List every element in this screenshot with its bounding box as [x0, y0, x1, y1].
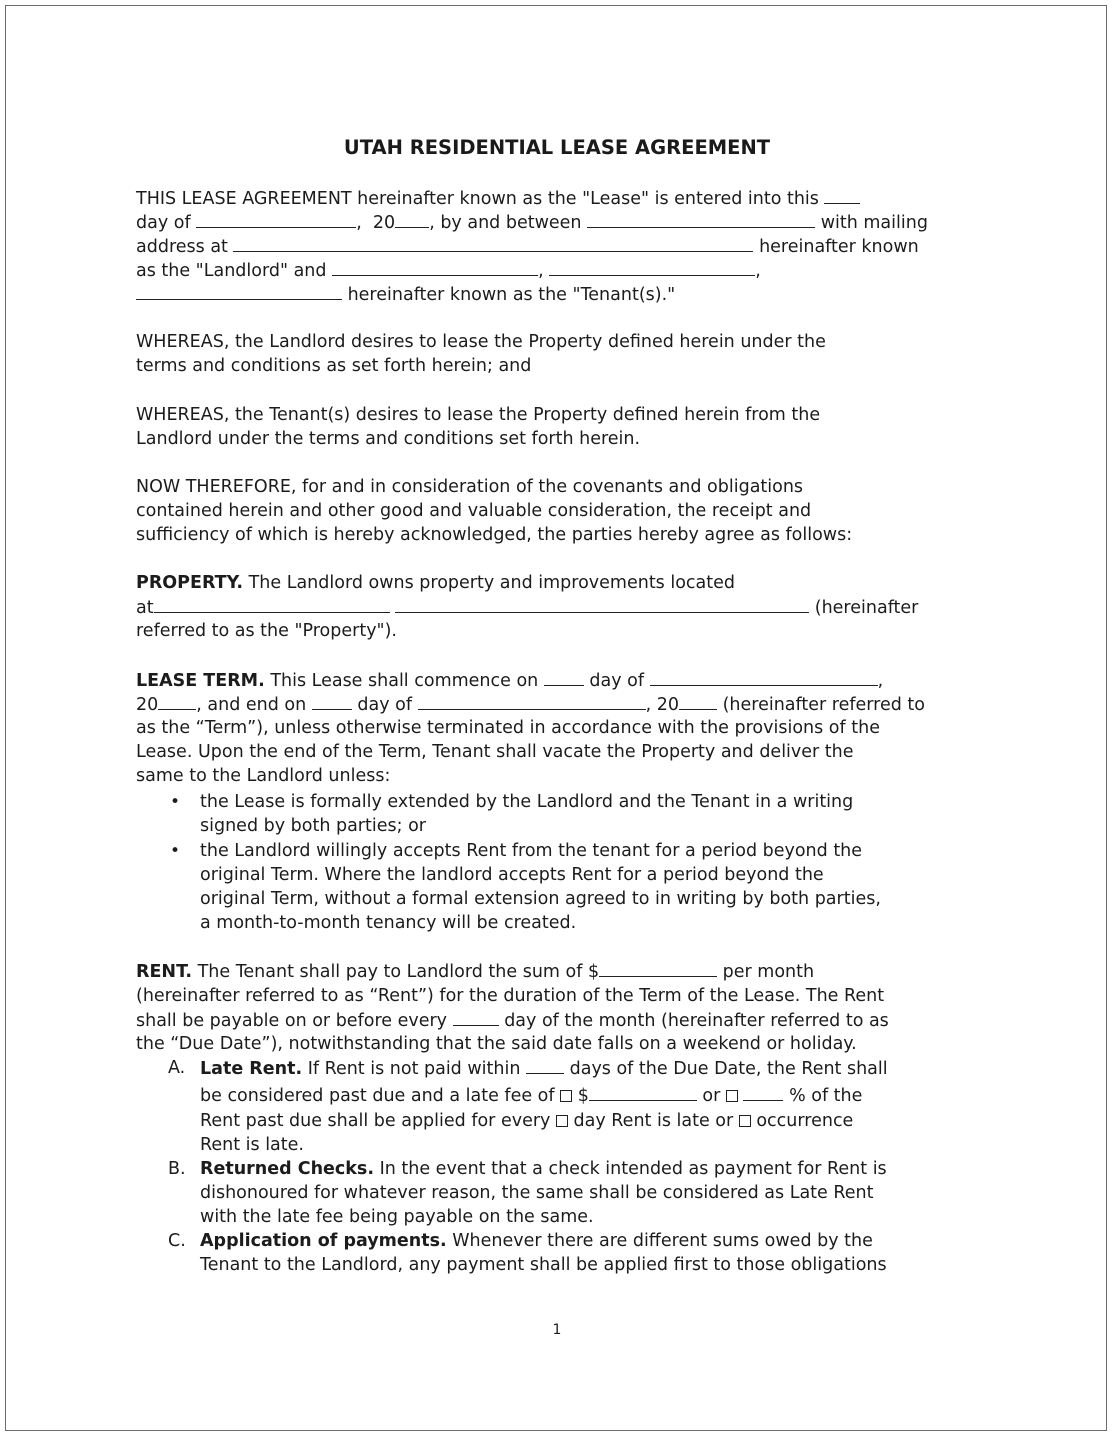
blank-month[interactable]: [196, 210, 356, 228]
lease-term-line-3: as the “Term”), unless otherwise terminated in accordance with the provisions of the: [136, 718, 880, 738]
blank-landlord-name[interactable]: [587, 210, 815, 228]
blank-day[interactable]: [824, 186, 860, 204]
rent-line-3: shall be payable on or before every day of the month (hereinafter referred to as: [136, 1008, 889, 1033]
lease-term-line-1: LEASE TERM. This Lease shall commence on day of ,: [136, 668, 883, 693]
blank-grace-days[interactable]: [526, 1056, 564, 1074]
late-rent-marker: A.: [168, 1058, 186, 1078]
intro-line-1: THIS LEASE AGREEMENT hereinafter known as the "Lease" is entered into this: [136, 186, 860, 211]
returned-checks-line-1: Returned Checks. In the event that a check intended as payment for Rent is: [200, 1159, 887, 1179]
bullet-2-line-3: original Term, without a formal extension agreed to in writing by both parties,: [200, 889, 881, 909]
returned-checks-marker: B.: [168, 1159, 186, 1179]
property-line-1: PROPERTY. The Landlord owns property and improvements located: [136, 573, 736, 593]
blank-start-day[interactable]: [544, 668, 584, 686]
blank-start-month[interactable]: [650, 668, 878, 686]
rent-line-4: the “Due Date”), notwithstanding that the said date falls on a weekend or holiday.: [136, 1034, 857, 1054]
blank-late-fee-percent[interactable]: [743, 1083, 783, 1101]
returned-checks-heading: Returned Checks.: [200, 1159, 374, 1179]
page-number: 1: [552, 1322, 562, 1338]
whereas-2-line-1: WHEREAS, the Tenant(s) desires to lease the Property defined herein from the: [136, 405, 821, 425]
late-rent-heading: Late Rent.: [200, 1059, 303, 1079]
blank-start-year[interactable]: [158, 692, 196, 710]
bullet-2-line-1: the Landlord willingly accepts Rent from the tenant for a period beyond the: [200, 841, 863, 861]
returned-checks-line-2: dishonoured for whatever reason, the same shall be considered as Late Rent: [200, 1183, 874, 1203]
late-fee-fixed-checkbox[interactable]: [560, 1090, 572, 1102]
rent-line-2: (hereinafter referred to as “Rent”) for the duration of the Term of the Lease. The Rent: [136, 986, 885, 1006]
application-payments-line-2: Tenant to the Landlord, any payment shall be applied first to those obligations: [200, 1255, 887, 1275]
property-line-2: at (hereinafter: [136, 595, 918, 620]
per-occurrence-checkbox[interactable]: [739, 1115, 751, 1127]
blank-property-address-2[interactable]: [395, 595, 809, 613]
property-heading: PROPERTY.: [136, 573, 244, 593]
lease-term-line-2: 20 , and end on day of , 20 (hereinafter referred to: [136, 692, 925, 717]
bullet-1-line-1: the Lease is formally extended by the Landlord and the Tenant in a writing: [200, 792, 854, 812]
blank-year[interactable]: [395, 210, 429, 228]
whereas-2-line-2: Landlord under the terms and conditions set forth herein.: [136, 429, 641, 449]
rent-line-1: RENT. The Tenant shall pay to Landlord the sum of $ per month: [136, 959, 814, 984]
bullet-2-line-4: a month-to-month tenancy will be created.: [200, 913, 577, 933]
application-payments-line-1: Application of payments. Whenever there are different sums owed by the: [200, 1231, 873, 1251]
late-rent-line-2: be considered past due and a late fee of $ or % of the: [200, 1083, 862, 1108]
whereas-1-line-1: WHEREAS, the Landlord desires to lease the Property defined herein under the: [136, 332, 826, 352]
intro-line-2: day of , 20 , by and between with mailing: [136, 210, 928, 235]
blank-tenant-2[interactable]: [549, 258, 755, 276]
per-day-checkbox[interactable]: [556, 1115, 568, 1127]
intro-line-3: address at hereinafter known: [136, 234, 919, 259]
returned-checks-line-3: with the late fee being payable on the same.: [200, 1207, 594, 1227]
bullet-icon: •: [170, 841, 181, 861]
blank-property-address-1[interactable]: [154, 595, 390, 613]
blank-tenant-1[interactable]: [332, 258, 538, 276]
blank-end-month[interactable]: [418, 692, 646, 710]
bullet-icon: •: [170, 792, 181, 812]
whereas-1-line-2: terms and conditions as set forth herein; and: [136, 356, 532, 376]
property-line-3: referred to as the "Property").: [136, 621, 397, 641]
application-payments-heading: Application of payments.: [200, 1231, 447, 1251]
bullet-2-line-2: original Term. Where the landlord accepts Rent for a period beyond the: [200, 865, 824, 885]
late-rent-line-4: Rent is late.: [200, 1135, 304, 1155]
blank-end-year[interactable]: [679, 692, 717, 710]
blank-late-fee-amount[interactable]: [589, 1083, 697, 1101]
blank-rent-amount[interactable]: [599, 959, 717, 977]
intro-line-5: hereinafter known as the "Tenant(s).": [136, 282, 675, 307]
intro-line-4: as the "Landlord" and , ,: [136, 258, 761, 283]
application-payments-marker: C.: [168, 1231, 186, 1251]
blank-due-day[interactable]: [453, 1008, 499, 1026]
late-rent-line-1: Late Rent. If Rent is not paid within days of the Due Date, the Rent shall: [200, 1056, 888, 1081]
blank-tenant-3[interactable]: [136, 282, 342, 300]
lease-term-heading: LEASE TERM.: [136, 671, 265, 691]
rent-heading: RENT.: [136, 962, 193, 982]
blank-mailing-address[interactable]: [233, 234, 753, 252]
document-title: UTAH RESIDENTIAL LEASE AGREEMENT: [343, 136, 771, 159]
late-rent-line-3: Rent past due shall be applied for every day Rent is late or occurrence: [200, 1111, 854, 1131]
lease-term-line-4: Lease. Upon the end of the Term, Tenant shall vacate the Property and deliver the: [136, 742, 854, 762]
therefore-line-1: NOW THEREFORE, for and in consideration of the covenants and obligations: [136, 477, 804, 497]
lease-term-line-5: same to the Landlord unless:: [136, 766, 391, 786]
bullet-1-line-2: signed by both parties; or: [200, 816, 426, 836]
blank-end-day[interactable]: [312, 692, 352, 710]
therefore-line-2: contained herein and other good and valuable consideration, the receipt and: [136, 501, 812, 521]
late-fee-percent-checkbox[interactable]: [726, 1090, 738, 1102]
therefore-line-3: sufficiency of which is hereby acknowledged, the parties hereby agree as follows:: [136, 525, 853, 545]
